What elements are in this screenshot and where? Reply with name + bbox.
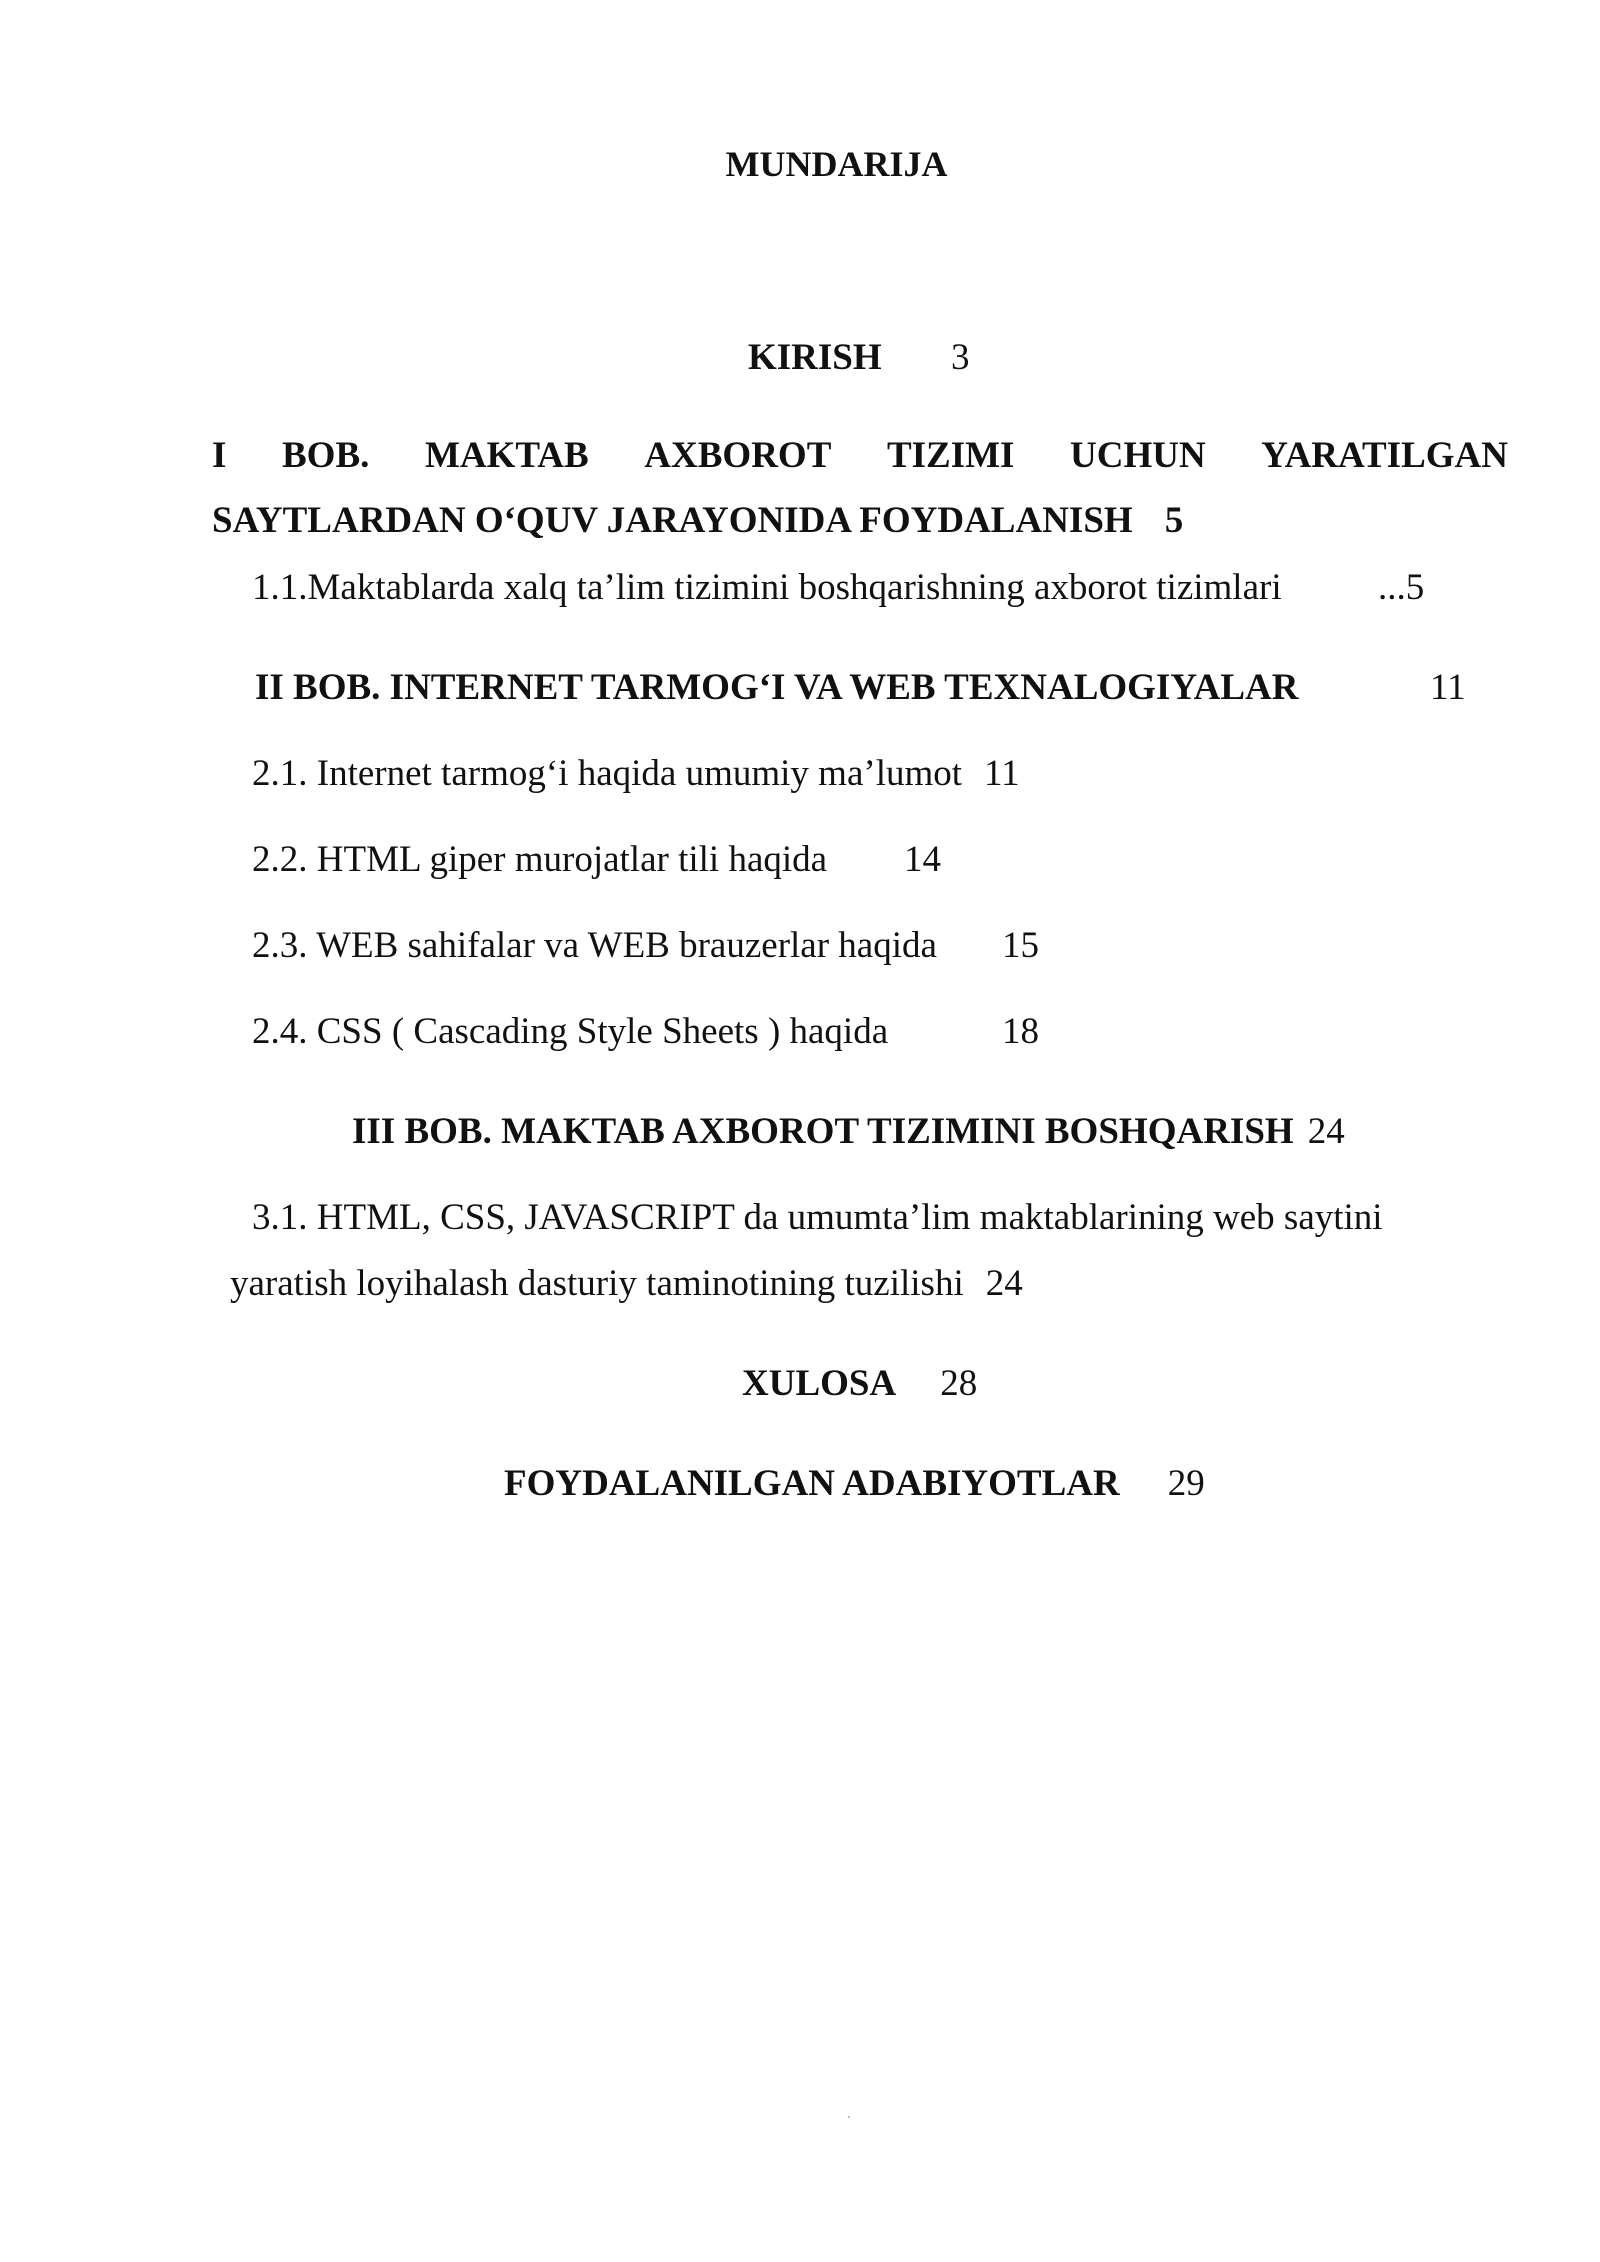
toc-page-number: ...5 <box>1378 567 1425 608</box>
toc-page-number: 5 <box>1164 500 1184 541</box>
toc-word: TIZIMI <box>886 435 1015 476</box>
toc-page-number: 3 <box>951 337 970 378</box>
toc-page-number: 14 <box>904 839 941 880</box>
toc-entry-text: KIRISH <box>748 337 882 378</box>
toc-page-number: 24 <box>985 1263 1023 1304</box>
toc-page-number: 18 <box>1002 1011 1039 1052</box>
toc-chapter1-line1 <box>212 434 1508 478</box>
toc-entry-xulosa <box>742 1362 977 1406</box>
toc-entry-text: FOYDALANILGAN ADABIYOTLAR <box>504 1463 1120 1504</box>
toc-entry-adabiyotlar <box>504 1462 1205 1506</box>
toc-page-number: 11 <box>1430 667 1466 708</box>
toc-section-2-1 <box>252 752 1020 796</box>
toc-entry-text: III BOB. MAKTAB AXBOROT TIZIMINI BOSHQARISH <box>352 1111 1294 1152</box>
toc-section-3-1-line2 <box>230 1262 1023 1306</box>
toc-chapter3 <box>352 1110 1345 1154</box>
toc-page-number: 15 <box>1002 925 1039 966</box>
toc-page-number: 29 <box>1167 1463 1205 1504</box>
toc-chapter1-line2 <box>212 499 1183 543</box>
toc-entry-text: 2.3. WEB sahifalar va WEB brauzerlar haqida <box>252 925 937 966</box>
toc-entry-text: SAYTLARDAN O‘QUV JARAYONIDA FOYDALANISH <box>212 500 1133 541</box>
toc-section-1-1 <box>252 566 1425 610</box>
toc-entry-text: yaratish loyihalash dasturiy taminotining tuzilishi <box>230 1263 964 1304</box>
toc-entry-text: 1.1.Maktablarda xalq ta’lim tizimini boshqarishning axborot tizimlari <box>252 567 1282 608</box>
toc-word: MAKTAB <box>424 435 589 476</box>
toc-section-2-4 <box>252 1010 1039 1054</box>
toc-entry-text: 2.2. HTML giper murojatlar tili haqida <box>252 839 828 880</box>
toc-word: BOB. <box>281 435 370 476</box>
toc-word: AXBOROT <box>644 435 832 476</box>
toc-page-number: 28 <box>940 1363 978 1404</box>
toc-word: YARATILGAN <box>1261 435 1508 476</box>
toc-section-2-3 <box>252 924 1039 968</box>
toc-entry-text: XULOSA <box>742 1363 897 1404</box>
toc-page-number: 11 <box>984 753 1020 794</box>
toc-entry-text: 2.1. Internet tarmog‘i haqida umumiy ma’lumot <box>252 753 963 794</box>
toc-word: I <box>212 435 227 476</box>
page-dot-mark <box>848 2116 850 2118</box>
toc-word: UCHUN <box>1070 435 1206 476</box>
toc-entry-text: 2.4. CSS ( Cascading Style Sheets ) haqida <box>252 1011 889 1052</box>
toc-section-2-2 <box>252 838 941 882</box>
toc-page-number: 24 <box>1307 1111 1345 1152</box>
page-title: MUNDARIJA <box>725 144 948 184</box>
toc-section-3-1-line1: 3.1. HTML, CSS, JAVASCRIPT da umumta’lim maktablarining web saytini <box>252 1197 1383 1238</box>
toc-chapter2: II BOB. INTERNET TARMOG‘I VA WEB TEXNALOGIYALAR <box>255 667 1299 708</box>
toc-entry-kirish <box>748 336 970 380</box>
